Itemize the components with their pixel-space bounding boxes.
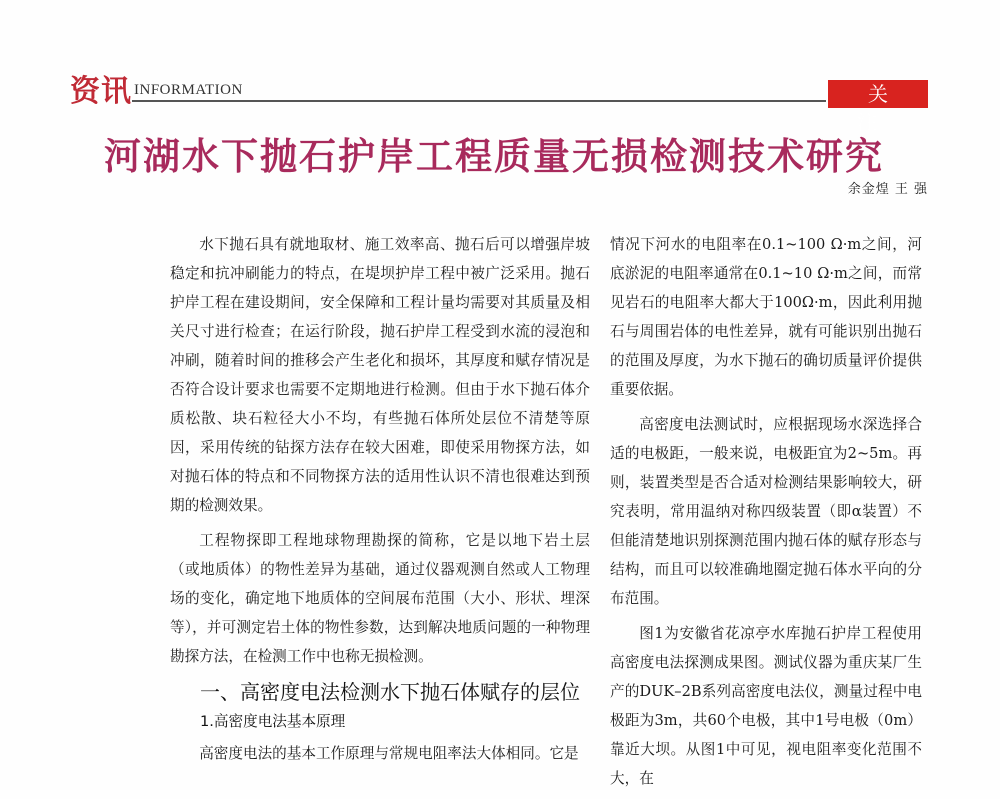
paragraph: 水下抛石具有就地取材、施工效率高、抛石后可以增强岸坡稳定和抗冲刷能力的特点，在堤坝护岸工程中被广泛采用。抛石护岸工程在建设期间，安全保障和工程计量均需要对其质量及相关尺寸进行检查；在运行阶段，抛石护岸工程受到水流的浸泡和冲刷，随着时间的推移会产生老化和损坏，其厚度和赋存情况是否符合设计要求也需要不定期地进行检测。但由于水下抛石体介质松散、块石粒径大小不均，有些抛石体所处层位不清楚等原因，采用传统的钻探方法存在较大困难，即使采用物探方法，如对抛石体的特点和不同物探方法的适用性认识不清也很难达到预期的检测效果。	[170, 236, 590, 514]
brand-logo-cn: 资讯	[70, 74, 132, 109]
section-label: 关注	[828, 80, 928, 108]
paragraph: 高密度电法的基本工作原理与常规电阻率法大体相同。它是	[199, 745, 579, 762]
section-heading: 一、高密度电法检测水下抛石体赋存的层位	[200, 680, 580, 704]
article-authors: 余金煌 王 强	[847, 182, 928, 197]
article-title: 河湖水下抛石护岸工程质量无损检测技术研究	[104, 134, 884, 178]
right-column	[610, 230, 922, 799]
paragraph: 高密度电法测试时，应根据现场水深选择合适的电极距，一般来说，电极距宜为2~5m。再则，装置类型是否合适对检测结果影响较大，研究表明，常用温纳对称四级装置（即α装置）不但能清楚地识别探测范围内抛石体的赋存形态与结构，而且可以较准确地圈定抛石体水平向的分布范围。	[610, 416, 922, 607]
brand-logo-en: INFORMATION	[134, 82, 243, 98]
paragraph: 图1为安徽省花凉亭水库抛石护岸工程使用高密度电法探测成果图。测试仪器为重庆某厂生产的DUK–2B系列高密度电法仪，测量过程中电极距为3m，共60个电极，其中1号电极（0m）靠近大坝。从图1中可见，视电阻率变化范围不大，在	[610, 625, 922, 787]
paragraph: 工程物探即工程地球物理勘探的简称，它是以地下岩土层（或地质体）的物性差异为基础，通过仪器观测自然或人工物理场的变化，确定地下地质体的空间展布范围（大小、形状、埋深等），并可测定岩土体的物性参数，达到解决地质问题的一种物理勘探方法，在检测工作中也称无损检测。	[170, 532, 590, 665]
subsection-heading: 1.高密度电法基本原理	[200, 713, 346, 730]
left-column	[170, 230, 590, 774]
header-divider	[132, 100, 826, 102]
paragraph: 情况下河水的电阻率在0.1~100 Ω·m之间，河底淤泥的电阻率通常在0.1~10 Ω·m之间，而常见岩石的电阻率大都大于100Ω·m，因此利用抛石与周围岩体的电性差异，就有可能识别出抛石的范围及厚度，为水下抛石的确切质量评价提供重要依据。	[610, 236, 922, 398]
page-header	[60, 62, 928, 134]
